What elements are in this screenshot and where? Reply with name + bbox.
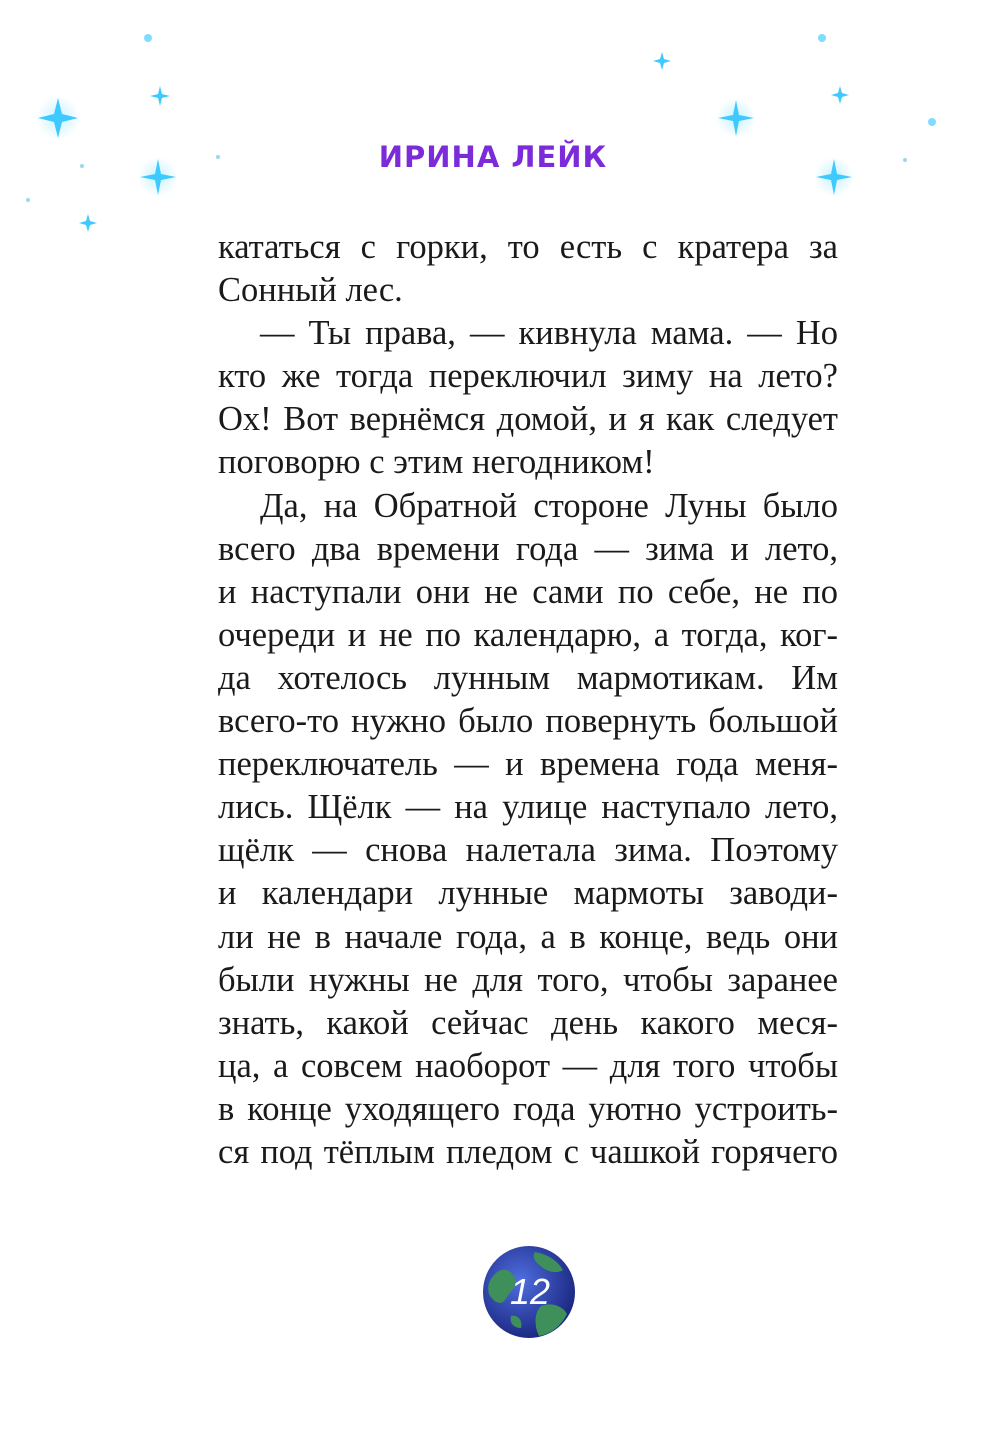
text-line: Сонный лес. xyxy=(218,271,403,310)
text-line: очереди и не по календарю, а тогда, ког- xyxy=(218,615,838,654)
text-line: ца, а совсем наоборот — для того чтобы xyxy=(218,1046,838,1085)
author-name: ИРИНА ЛЕЙК xyxy=(378,140,608,174)
text-line: в конце уходящего года уютно устроить- xyxy=(218,1089,838,1128)
text-line: Ох! Вот вернёмся домой, и я как следует xyxy=(218,400,838,439)
text-line: кто же тогда переключил зиму на лето? xyxy=(218,357,838,396)
star-icon xyxy=(36,96,80,140)
text-line: кататься с горки, то есть с кратера за xyxy=(218,228,838,266)
star-icon xyxy=(150,86,170,106)
star-icon xyxy=(653,52,671,70)
page-number: 12 xyxy=(509,1271,551,1312)
text-line: и наступали они не сами по себе, не по xyxy=(218,572,838,611)
star-icon xyxy=(716,98,756,138)
page-number-globe xyxy=(481,1244,577,1340)
star-icon xyxy=(831,86,849,104)
text-line: Да, на Обратной стороне Луны было xyxy=(260,486,838,525)
text-line: да хотелось лунным мармотикам. Им xyxy=(218,658,838,697)
star-icon xyxy=(79,214,97,232)
page-body-text xyxy=(218,226,838,1174)
text-line: знать, какой сейчас день какого меся- xyxy=(218,1003,838,1042)
text-line: были нужны не для того, чтобы заранее xyxy=(218,960,838,999)
text-line: лись. Щёлк — на улице наступало лето, xyxy=(218,788,838,827)
star-icon xyxy=(144,34,152,42)
star-icon xyxy=(928,118,936,126)
text-line: — Ты права, — кивнула мама. — Но xyxy=(260,314,838,353)
text-line: всего-то нужно было повернуть большой xyxy=(218,702,838,741)
text-line: щёлк — снова налетала зима. Поэтому xyxy=(218,831,838,870)
text-line: поговорю с этим негодником! xyxy=(218,443,655,482)
text-line: ся под тёплым пледом с чашкой горячего xyxy=(218,1132,838,1171)
text-line: всего два времени года — зима и лето, xyxy=(218,529,838,568)
text-line: и календари лунные мармоты заводи- xyxy=(218,874,838,913)
starry-sky-decoration xyxy=(0,0,986,260)
star-icon xyxy=(818,34,826,42)
text-line: переключатель — и времена года меня- xyxy=(218,745,838,784)
star-icon xyxy=(26,198,30,202)
text-line: ли не в начале года, а в конце, ведь они xyxy=(218,917,838,956)
